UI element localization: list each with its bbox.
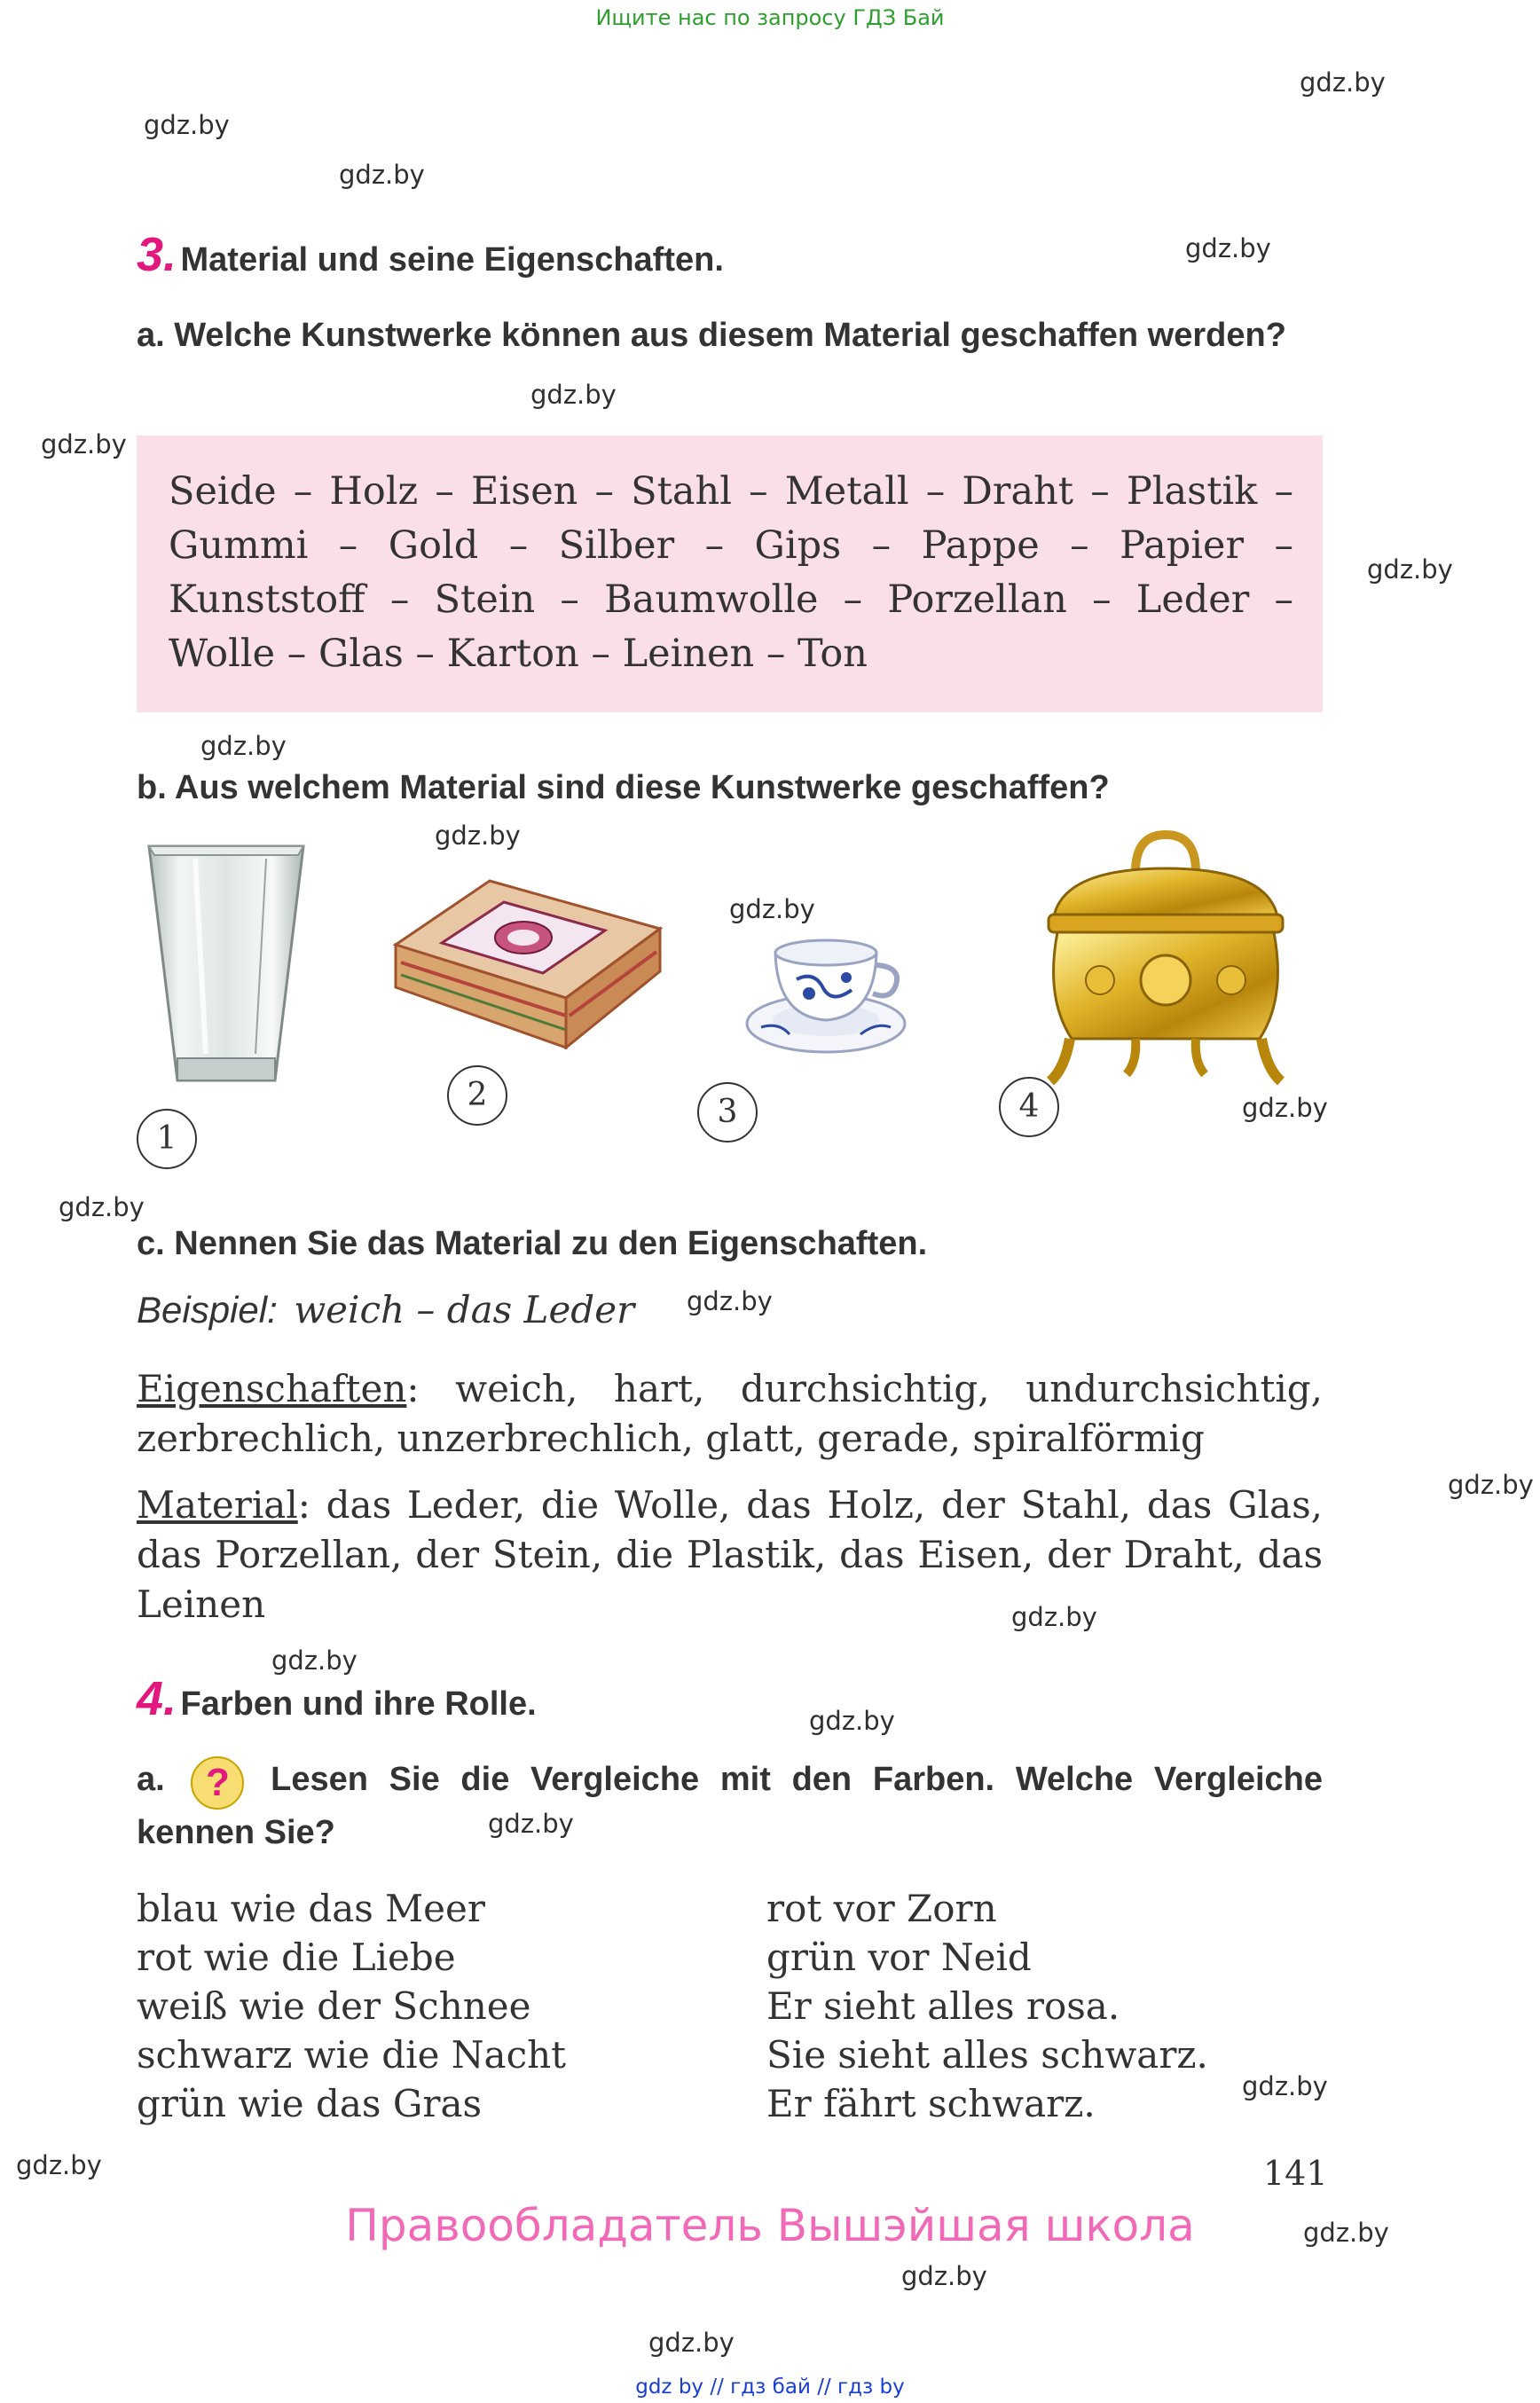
question-icon: ? xyxy=(191,1756,244,1810)
watermark: gdz.by xyxy=(1185,233,1271,263)
watermark: gdz.by xyxy=(488,1809,574,1839)
image-number-2: 2 xyxy=(447,1065,507,1126)
decorated-box-image xyxy=(392,874,664,1049)
watermark: gdz.by xyxy=(1448,1470,1534,1500)
material-paragraph xyxy=(137,1480,1323,1629)
comparisons-right-column xyxy=(766,1884,1208,2128)
watermark: gdz.by xyxy=(687,1286,773,1316)
list-item: Er fährt schwarz. xyxy=(766,2082,1096,2125)
material-label: Material xyxy=(137,1483,298,1527)
watermark: gdz.by xyxy=(729,894,815,924)
task-c-prompt: c. Nennen Sie das Material zu den Eigenschaften. xyxy=(137,1225,928,1262)
section-title: Material und seine Eigenschaften. xyxy=(180,241,724,279)
porcelain-cup-image xyxy=(743,935,908,1057)
watermark: gdz.by xyxy=(1300,67,1386,98)
watermark: gdz.by xyxy=(144,110,230,140)
list-item: grün vor Neid xyxy=(766,1936,1032,1979)
watermark: gdz.by xyxy=(59,1192,145,1222)
watermark: gdz.by xyxy=(200,731,287,761)
comparisons-left-column xyxy=(137,1884,566,2128)
copyright-footer: Правообладатель Вышэйшая школа xyxy=(345,2200,1195,2251)
glass-vase-image xyxy=(142,841,310,1086)
watermark: gdz.by xyxy=(41,429,127,459)
list-item: rot vor Zorn xyxy=(766,1887,997,1930)
example-label: Beispiel: xyxy=(137,1289,278,1331)
section-number: 4. xyxy=(137,1672,177,1725)
top-banner: Ищите нас по запросу ГДЗ Бай xyxy=(595,5,945,30)
footer-links[interactable]: gdz by // гдз бай // гдз by xyxy=(635,2376,905,2399)
watermark: gdz.by xyxy=(1011,1602,1097,1632)
materials-list: Seide – Holz – Eisen – Stahl – Metall – Draht – Plastik – Gummi – Gold – Silber – Gips – Pappe – Papier – Kunststoff – Stein – Baumwolle – Porzellan – Leder – Wolle – Glas – Karton – Leinen – Ton xyxy=(169,469,1293,676)
image-number-1: 1 xyxy=(137,1109,197,1169)
section-3-heading xyxy=(137,227,724,282)
watermark: gdz.by xyxy=(271,1645,358,1676)
list-item: Sie sieht alles schwarz. xyxy=(766,2033,1208,2077)
task-b-prompt: b. Aus welchem Material sind diese Kunstwerke geschaffen? xyxy=(137,769,1110,806)
list-item: grün wie das Gras xyxy=(137,2082,483,2125)
list-item: Er sieht alles rosa. xyxy=(766,1984,1120,2028)
watermark: gdz.by xyxy=(1242,2071,1328,2101)
task-text: Lesen Sie die Vergleiche mit den Farben. Welche Vergleiche kennen Sie? xyxy=(137,1761,1323,1851)
properties-text: : weich, hart, durchsichtig, undurchsichtig, zerbrechlich, unzerbrechlich, glatt, gerade, spiralförmig xyxy=(137,1367,1323,1460)
material-text: : das Leder, die Wolle, das Holz, der Stahl, das Glas, das Porzellan, der Stein, die Plastik, das Eisen, der Draht, das Leinen xyxy=(137,1483,1323,1626)
image-number-4: 4 xyxy=(999,1077,1059,1137)
section-title: Farben und ihre Rolle. xyxy=(180,1685,537,1723)
list-item: rot wie die Liebe xyxy=(137,1936,456,1979)
watermark: gdz.by xyxy=(16,2150,102,2180)
watermark: gdz.by xyxy=(1242,1093,1328,1123)
watermark: gdz.by xyxy=(1303,2218,1389,2248)
watermark: gdz.by xyxy=(435,821,521,851)
list-item: weiß wie der Schnee xyxy=(137,1984,531,2028)
list-item: blau wie das Meer xyxy=(137,1887,485,1930)
task-a-prompt: a. Welche Kunstwerke können aus diesem Material geschaffen werden? xyxy=(137,317,1286,354)
image-number-3: 3 xyxy=(697,1082,758,1143)
list-item: schwarz wie die Nacht xyxy=(137,2033,567,2077)
section-4-heading xyxy=(137,1671,537,1726)
example-text: weich – das Leder xyxy=(294,1288,635,1331)
example-line xyxy=(137,1288,634,1331)
watermark: gdz.by xyxy=(901,2261,987,2291)
golden-casket-image xyxy=(1038,829,1293,1087)
watermark: gdz.by xyxy=(339,160,425,190)
watermark: gdz.by xyxy=(648,2328,735,2358)
task-prefix: a. xyxy=(137,1761,165,1798)
properties-label: Eigenschaften xyxy=(137,1367,407,1410)
properties-paragraph xyxy=(137,1364,1323,1464)
section-number: 3. xyxy=(137,228,177,281)
watermark: gdz.by xyxy=(1367,554,1453,585)
section-4-task-a xyxy=(137,1756,1323,1856)
watermark: gdz.by xyxy=(530,380,617,410)
page-number: 141 xyxy=(1263,2154,1328,2193)
watermark: gdz.by xyxy=(809,1706,895,1736)
